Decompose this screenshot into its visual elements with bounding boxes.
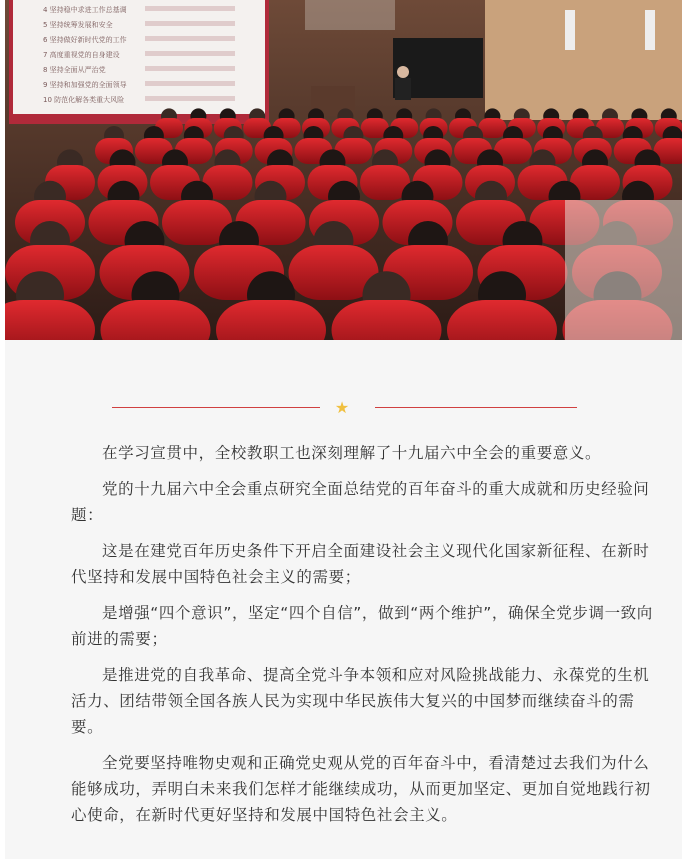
lecture-hall-photo — [5, 0, 682, 340]
slide-line: 9 坚持和加强党的全面领导 — [43, 81, 127, 89]
slide-line: 8 坚持全面从严治党 — [43, 66, 106, 74]
slide-line: 10 防范化解各类重大风险 — [43, 96, 125, 104]
divider-line-left — [112, 407, 320, 408]
slide-line: 4 坚持稳中求进工作总基调 — [43, 6, 127, 14]
paragraph: 是推进党的自我革命、提高全党斗争本领和应对风险挑战能力、永葆党的生机活力、团结带领全国各族人民为实现中华民族伟大复兴的中国梦而继续奋斗的需要。 — [71, 666, 650, 736]
paragraph: 在学习宣贯中，全校教职工也深刻理解了十九届六中全会的重要意义。 — [102, 444, 602, 462]
paragraph: 全党要坚持唯物史观和正确党史观从党的百年奋斗中，看清楚过去我们为什么能够成功，弄明白未来我们怎样才能继续成功，从而更加坚定、更加自觉地践行初心使命，在新时代更好坚持和发展中国特色社会主义。 — [71, 754, 651, 824]
paragraph: 是增强“四个意识”，坚定“四个自信”，做到“两个维护”，确保全党步调一致向前进的需要； — [71, 604, 653, 648]
article-card — [5, 340, 682, 859]
paragraph: 这是在建党百年历史条件下开启全面建设社会主义现代化国家新征程、在新时代坚持和发展中国特色社会主义的需要； — [71, 542, 650, 586]
star-icon: ★ — [334, 398, 350, 417]
paragraph: 党的十九届六中全会重点研究全面总结党的百年奋斗的重大成就和历史经验问题： — [71, 480, 650, 524]
slide-line: 7 高度重视党的自身建设 — [43, 51, 120, 59]
lecture-hall-illustration — [5, 0, 682, 340]
article-body — [71, 440, 661, 838]
slide-line: 5 坚持统筹发展和安全 — [43, 21, 113, 29]
section-divider — [5, 398, 682, 418]
divider-line-right — [375, 407, 577, 408]
slide-line: 6 坚持做好新时代党的工作 — [43, 36, 127, 44]
